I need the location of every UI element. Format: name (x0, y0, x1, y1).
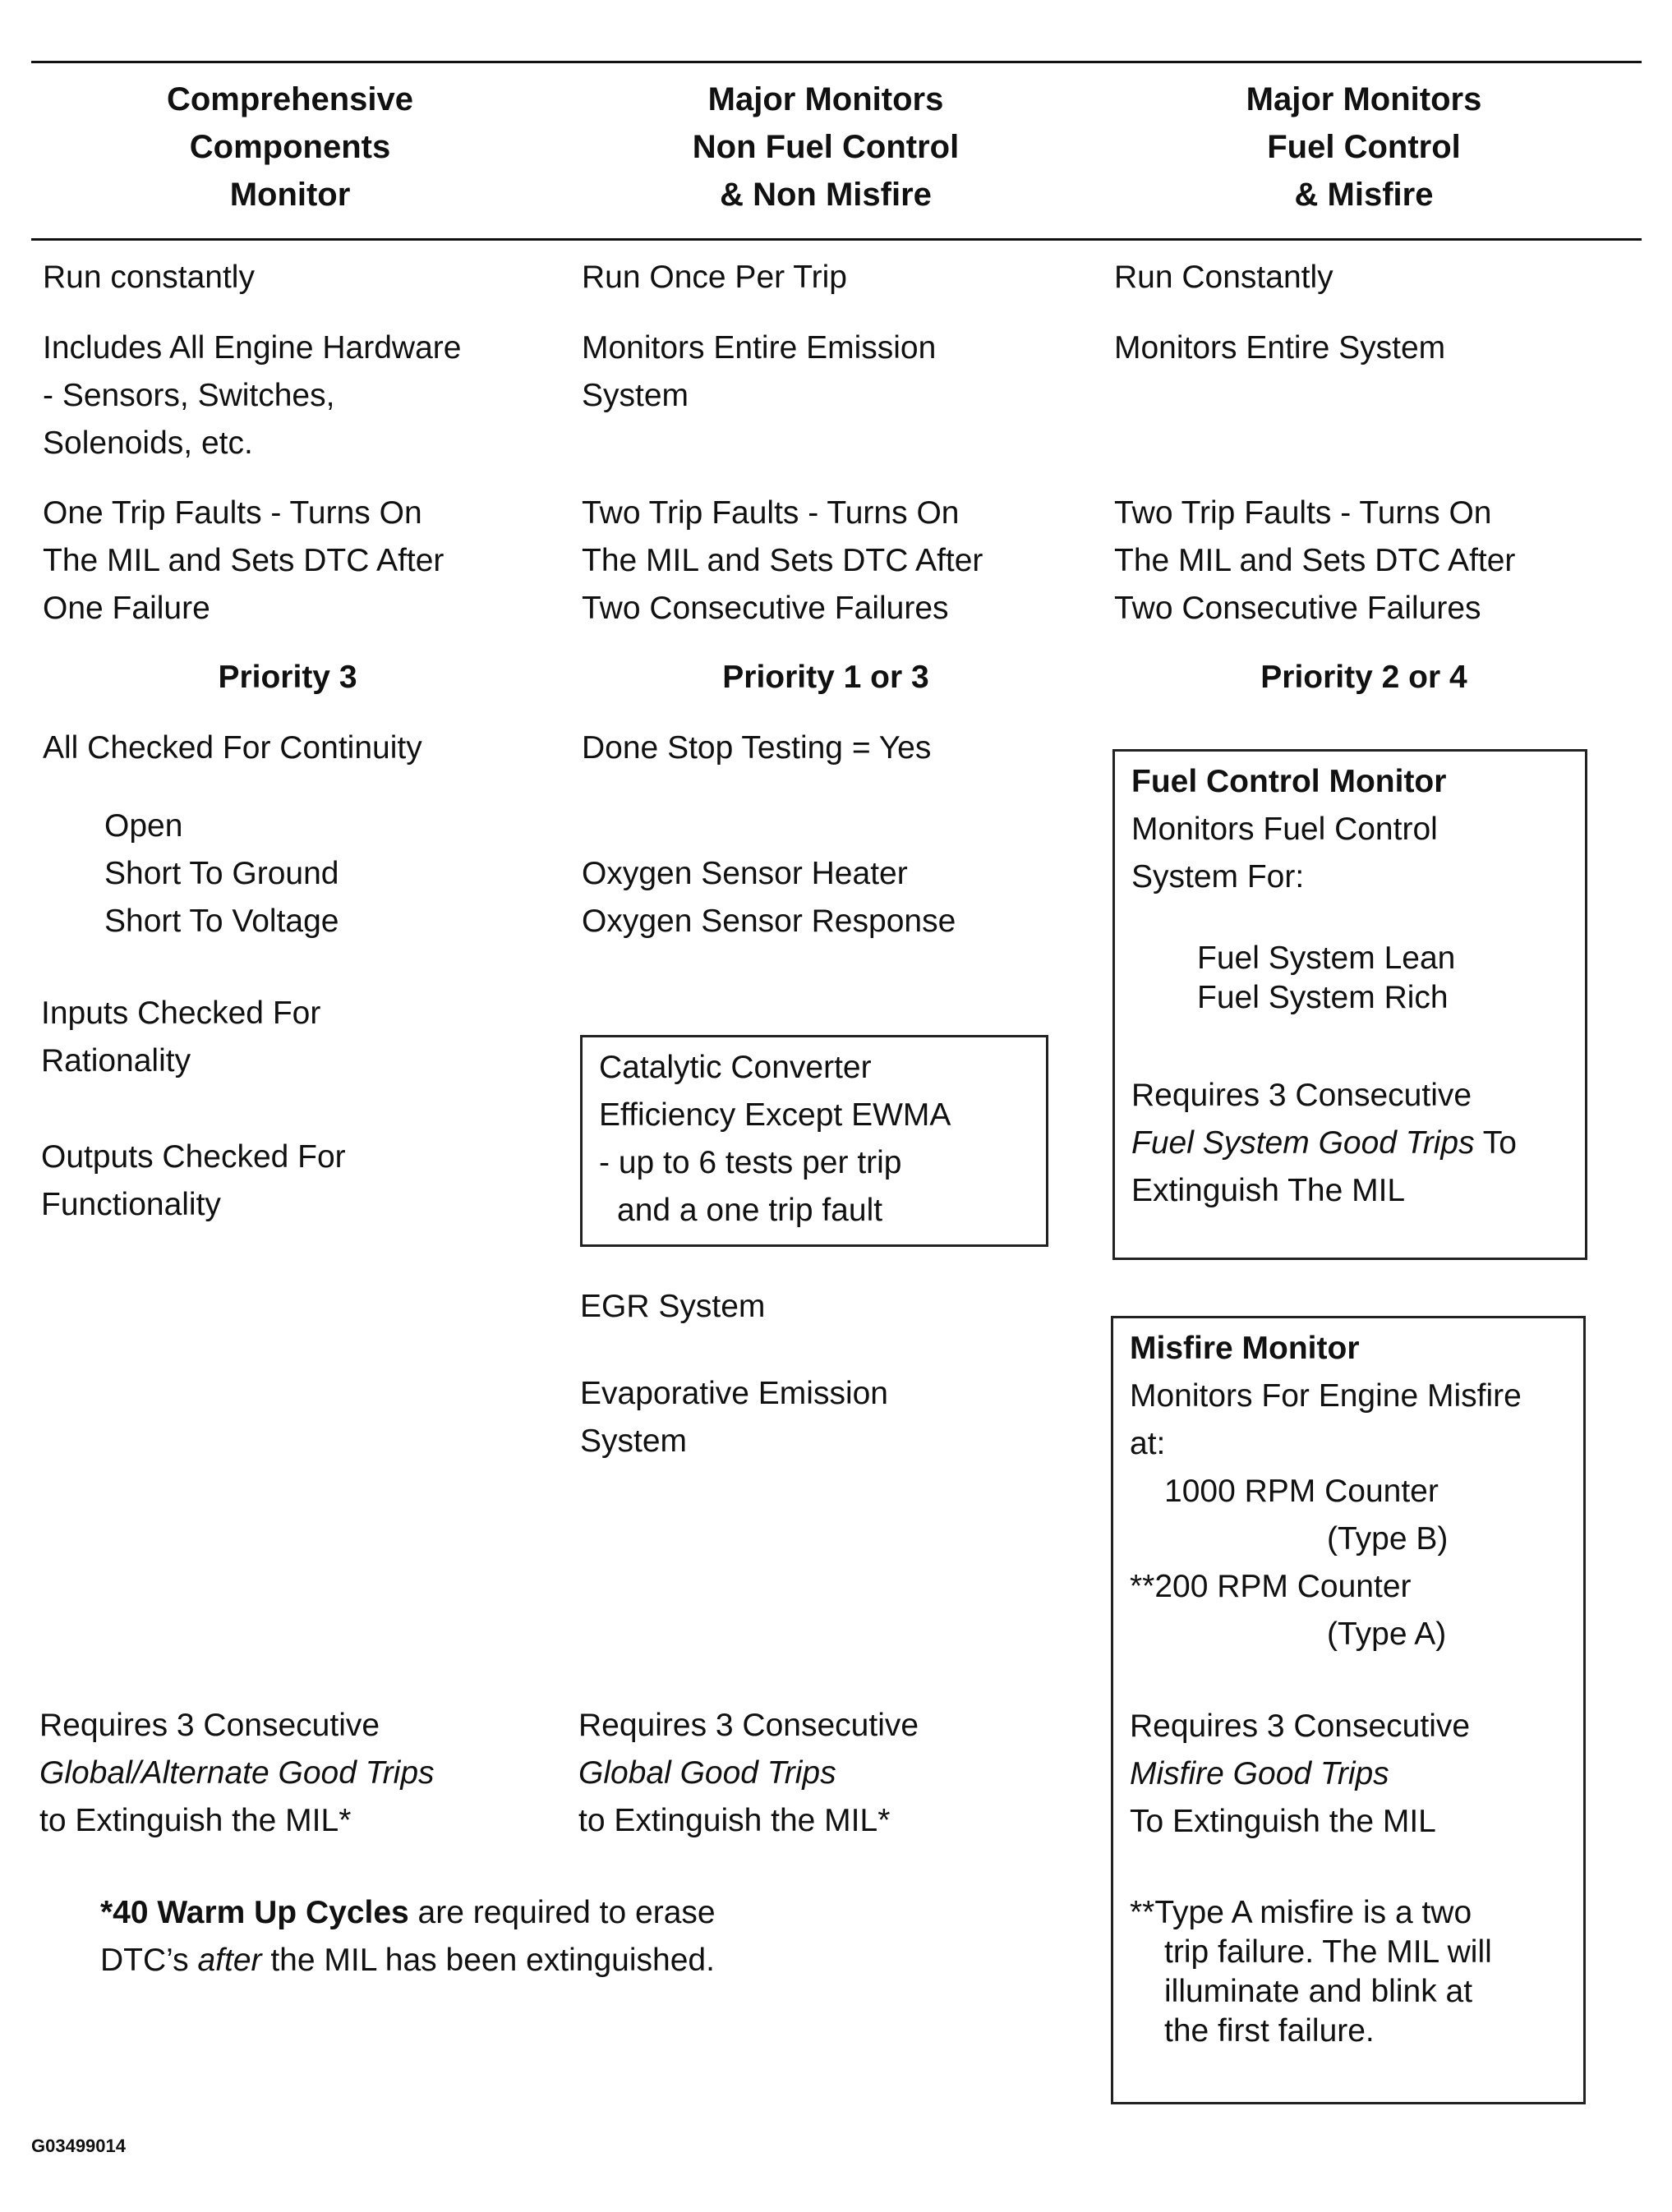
col2-run: Run Once Per Trip (582, 260, 847, 295)
col1-inputs: Inputs Checked For Rationality (41, 996, 321, 1078)
header-comprehensive: Comprehensive Components Monitor (166, 81, 414, 213)
col2-oxygen: Oxygen Sensor Heater Oxygen Sensor Response (582, 856, 956, 939)
header-fuel-misfire: Major Monitors Fuel Control & Misfire (1246, 81, 1482, 213)
col3-faults: Two Trip Faults - Turns On The MIL and Sets DTC After Two Consecutive Failures (1114, 495, 1516, 626)
col1-requires: Requires 3 Consecutive Global/Alternate Good Trips to Extinguish the MIL* (39, 1708, 435, 1838)
col3-monitors: Monitors Entire System (1114, 330, 1446, 366)
fuel-control-monitor-box: Fuel Control Monitor Monitors Fuel Control System For: Fuel System Lean Fuel System Rich Requires 3 Consecutive Fuel System Good Trips To Extinguish The MIL (1112, 749, 1587, 1260)
catalytic-converter-box: Catalytic Converter Efficiency Except EWMA - up to 6 tests per trip and a one trip fault (580, 1035, 1048, 1247)
col3-priority: Priority 2 or 4 (1260, 660, 1467, 695)
top-rule (31, 61, 1642, 63)
col2-requires: Requires 3 Consecutive Global Good Trips to Extinguish the MIL* (578, 1708, 919, 1838)
col2-evap: Evaporative Emission System (580, 1376, 888, 1459)
header-non-fuel: Major Monitors Non Fuel Control & Non Misfire (692, 81, 960, 213)
figure-code: G03499014 (31, 2136, 126, 2156)
col1-priority: Priority 3 (218, 660, 357, 695)
col2-monitors: Monitors Entire Emission System (582, 330, 937, 413)
col1-continuity: All Checked For Continuity (43, 730, 422, 766)
misfire-monitor-box: Misfire Monitor Monitors For Engine Misfire at: 1000 RPM Counter (Type B) **200 RPM Counter (Type A) Requires 3 Consecutive Misfire Good Trips To Extinguish the MIL **Type A misfire is a two trip failure. The MIL will illuminate and blink at the first failure. (1111, 1316, 1586, 2104)
col2-faults: Two Trip Faults - Turns On The MIL and Sets DTC After Two Consecutive Failures (582, 495, 983, 626)
col2-egr: EGR System (580, 1289, 766, 1324)
col1-run: Run constantly (43, 260, 255, 295)
col1-faults: One Trip Faults - Turns On The MIL and Sets DTC After One Failure (43, 495, 444, 626)
col1-includes: Includes All Engine Hardware - Sensors, Switches, Solenoids, etc. (43, 330, 462, 461)
header-rule (31, 238, 1642, 241)
warm-up-footnote: *40 Warm Up Cycles are required to erase DTC’s after the MIL has been extinguished. (100, 1895, 716, 1978)
col3-run: Run Constantly (1114, 260, 1333, 295)
col2-priority: Priority 1 or 3 (722, 660, 929, 695)
col1-outputs: Outputs Checked For Functionality (41, 1139, 346, 1222)
col2-done: Done Stop Testing = Yes (582, 730, 932, 766)
col1-checks: Open Short To Ground Short To Voltage (104, 808, 339, 939)
